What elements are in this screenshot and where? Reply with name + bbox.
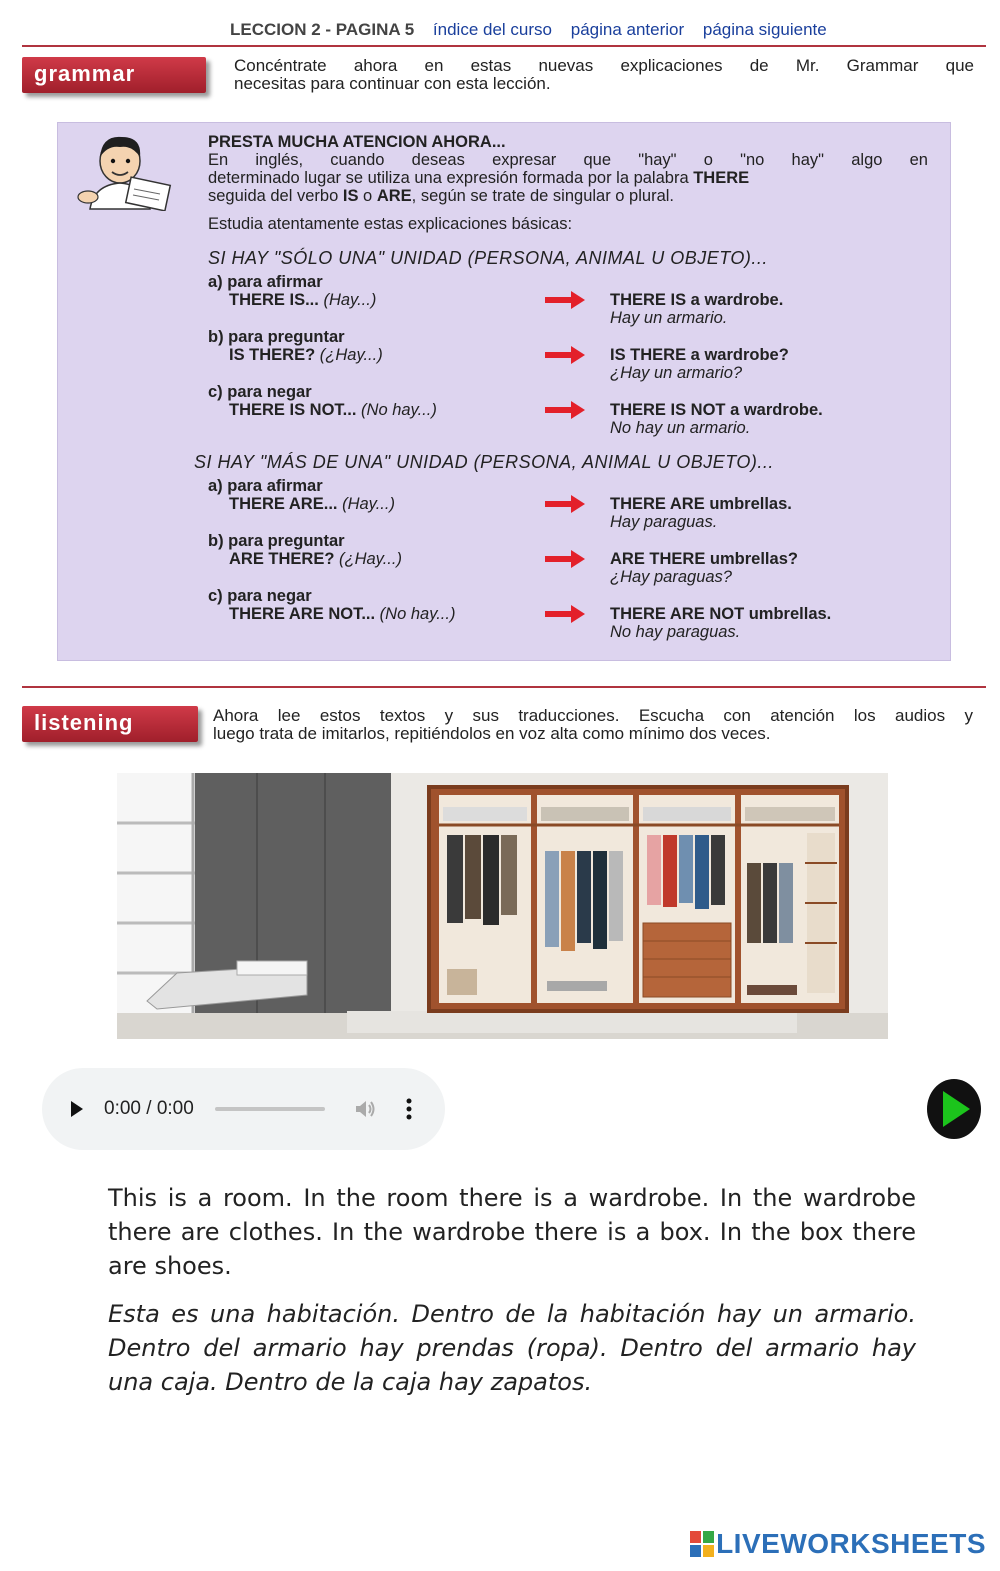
singular-negative-translation: No hay un armario.: [610, 419, 751, 437]
plural-negative-example: THERE ARE NOT umbrellas.: [610, 605, 832, 623]
singular-section-heading: SI HAY "SÓLO UNA" UNIDAD (PERSONA, ANIMAL U OBJETO)...: [208, 248, 768, 268]
form-text: THERE IS NOT...: [229, 401, 357, 419]
liveworksheets-icon: [690, 1531, 714, 1557]
plural-section-heading: SI HAY "MÁS DE UNA" UNIDAD (PERSONA, ANIMAL U OBJETO)...: [194, 452, 774, 472]
english-text: This is a room. In the room there is a wardrobe. In the wardrobe there are clothes. In the wardrobe there is a box. In the box there are shoes.: [108, 1184, 916, 1280]
attention-heading: PRESTA MUCHA ATENCION AHORA...: [208, 133, 506, 151]
explanation-line3-text-b: , según se trate de singular o plural.: [411, 187, 674, 205]
explanation-line3: [208, 187, 674, 205]
arrow-right-icon: [545, 290, 585, 310]
explanation-line3-text-a: seguida del verbo: [208, 187, 339, 205]
listening-intro: [213, 707, 973, 743]
liveworksheets-logo: [690, 1528, 986, 1560]
singular-negative-form: [229, 401, 437, 419]
wardrobe-photo: [117, 773, 888, 1039]
grammar-badge: grammar: [22, 57, 206, 93]
explanation-line1: En inglés, cuando deseas expresar que "hay" o "no hay" algo en: [208, 151, 928, 169]
is-keyword: IS: [342, 187, 359, 205]
arrow-right-icon: [545, 604, 585, 624]
grammar-intro-line1: Concéntrate ahora en estas nuevas explicaciones de Mr. Grammar que: [234, 56, 974, 75]
plural-affirm-form: [229, 495, 395, 513]
audio-player: [42, 1068, 445, 1150]
plural-question-form: [229, 550, 402, 568]
arrow-right-icon: [545, 400, 585, 420]
or-word: o: [363, 187, 373, 205]
plural-affirm-example: THERE ARE umbrellas.: [610, 495, 792, 513]
plural-affirm-translation: Hay paraguas.: [610, 513, 718, 531]
form-gloss: (Hay...): [342, 495, 395, 513]
singular-affirm-label: a) para afirmar: [208, 273, 323, 291]
form-gloss: (No hay...): [379, 605, 456, 623]
divider: [22, 686, 986, 688]
plural-question-label: b) para preguntar: [208, 532, 345, 550]
form-gloss: (¿Hay...): [339, 550, 402, 568]
plural-negative-label: c) para negar: [208, 587, 312, 605]
listening-intro-line2: luego trata de imitarlos, repitiéndolos en voz alta como mínimo dos veces.: [213, 724, 771, 743]
arrow-right-icon: [545, 345, 585, 365]
next-page-link[interactable]: página siguiente: [702, 20, 827, 39]
arrow-right-icon: [545, 549, 585, 569]
there-keyword: THERE: [693, 169, 750, 187]
plural-negative-form: [229, 605, 455, 623]
divider: [22, 45, 986, 47]
grammar-panel: [57, 122, 951, 661]
singular-question-translation: ¿Hay un armario?: [610, 364, 743, 382]
grammar-intro-line2: necesitas para continuar con esta lección.: [234, 74, 551, 93]
singular-question-form: [229, 346, 383, 364]
logo-text: LIVEWORKSHEETS: [716, 1528, 986, 1559]
spanish-text: Esta es una habitación. Dentro de la habitación hay un armario. Dentro del armario hay prendas (ropa). Dentro del armario hay una caja. Dentro de la caja hay zapatos.: [108, 1300, 916, 1396]
singular-negative-example: THERE IS NOT a wardrobe.: [610, 401, 823, 419]
volume-icon[interactable]: [355, 1099, 377, 1119]
form-text: THERE ARE...: [229, 495, 338, 513]
audio-time: 0:00 / 0:00: [104, 1098, 194, 1119]
singular-affirm-example: THERE IS a wardrobe.: [610, 291, 784, 309]
listening-badge: listening: [22, 706, 198, 742]
mr-grammar-illustration: [70, 131, 174, 211]
singular-affirm-translation: Hay un armario.: [610, 309, 728, 327]
form-gloss: (Hay...): [323, 291, 377, 309]
form-gloss: (¿Hay...): [319, 346, 383, 364]
grammar-intro: [234, 57, 974, 93]
play-icon[interactable]: [70, 1100, 84, 1118]
audio-progress-bar[interactable]: [215, 1107, 325, 1111]
previous-page-link[interactable]: página anterior: [570, 20, 685, 39]
form-text: IS THERE?: [229, 346, 316, 364]
course-index-link[interactable]: índice del curso: [432, 20, 552, 39]
study-instruction: Estudia atentamente estas explicaciones básicas:: [208, 215, 573, 233]
plural-question-example: ARE THERE umbrellas?: [610, 550, 798, 568]
singular-question-example: IS THERE a wardrobe?: [610, 346, 789, 364]
form-gloss: (No hay...): [361, 401, 437, 419]
wardrobe-illustration: [117, 773, 888, 1039]
explanation-line2-text: determinado lugar se utiliza una expresión formada por la palabra: [208, 169, 689, 187]
explanation-line2: [208, 169, 749, 187]
plural-negative-translation: No hay paraguas.: [610, 623, 741, 641]
form-text: THERE ARE NOT...: [229, 605, 376, 623]
listening-intro-line1: Ahora lee estos textos y sus traducciones. Escucha con atención los audios y: [213, 706, 973, 725]
arrow-right-icon: [545, 494, 585, 514]
plural-question-translation: ¿Hay paraguas?: [610, 568, 732, 586]
form-text: ARE THERE?: [229, 550, 335, 568]
singular-negative-label: c) para negar: [208, 383, 312, 401]
singular-question-label: b) para preguntar: [208, 328, 345, 346]
plural-affirm-label: a) para afirmar: [208, 477, 323, 495]
are-keyword: ARE: [376, 187, 412, 205]
green-play-button-icon[interactable]: [926, 1078, 982, 1140]
form-text: THERE IS...: [229, 291, 319, 309]
more-options-icon[interactable]: [406, 1098, 412, 1120]
lesson-label: LECCION 2 - PAGINA 5: [230, 20, 415, 39]
singular-affirm-form: [229, 291, 376, 309]
top-nav: [230, 20, 827, 40]
